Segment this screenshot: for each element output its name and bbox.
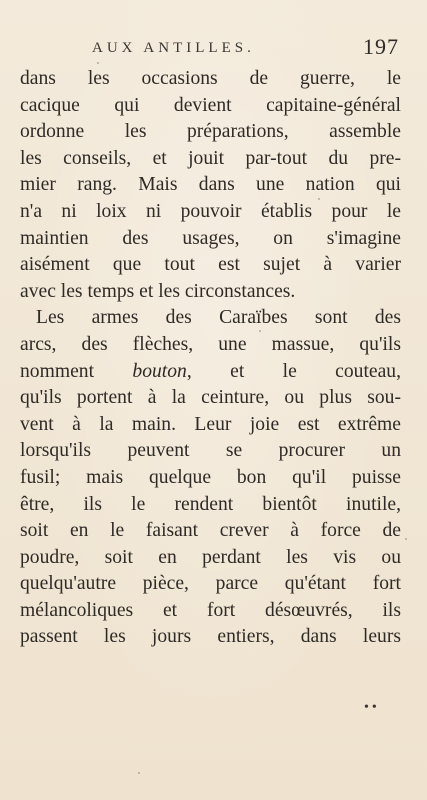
paragraph-1 — [20, 66, 401, 305]
paper-speck — [138, 772, 140, 774]
text-line: les conseils, et jouit par-tout du pre- — [20, 147, 401, 169]
text-line: ordonne les préparations, assemble — [20, 121, 401, 143]
paper-speck — [405, 538, 407, 540]
paper-speck — [97, 62, 99, 64]
body-text — [20, 66, 401, 651]
italic-word: bouton — [132, 360, 187, 382]
text-line — [20, 359, 401, 386]
text-fragment: nomment — [20, 360, 133, 382]
text-line: fusil; mais quelque bon qu'il puisse — [20, 466, 401, 488]
text-line: soit en le faisant crever à force de — [20, 520, 401, 542]
text-line: maintien des usages, on s'imagine — [20, 227, 401, 249]
paper-speck — [259, 330, 261, 332]
text-line: vent à la main. Leur joie est extrême — [20, 413, 401, 435]
text-line: être, ils le rendent bientôt inutile, — [20, 493, 401, 515]
text-line: avec les temps et les circonstances. — [20, 280, 296, 302]
text-line: arcs, des flèches, une massue, qu'ils — [20, 333, 401, 355]
text-line: lorsqu'ils peuvent se procurer un — [20, 440, 401, 462]
text-line: dans les occasions de guerre, le — [20, 68, 401, 89]
text-line: Les armes des Caraïbes sont des — [36, 307, 401, 329]
text-line: mier rang. Mais dans une nation qui — [20, 174, 401, 196]
text-line: quelqu'autre pièce, parce qu'étant fort — [20, 573, 401, 595]
page-number: 197 — [363, 34, 399, 59]
text-line: poudre, soit en perdant les vis ou — [20, 546, 401, 568]
text-line: aisément que tout est sujet à varier — [20, 254, 401, 276]
signature-mark: •• — [364, 700, 380, 715]
running-head: AUX ANTILLES. — [92, 40, 255, 56]
text-line: mélancoliques et fort désœuvrés, ils — [20, 599, 401, 621]
text-line: cacique qui devient capitaine-général — [20, 94, 401, 116]
page-header — [0, 34, 427, 62]
text-fragment: , et le couteau, — [186, 360, 401, 382]
paragraph-2 — [20, 305, 401, 651]
text-line: passent les jours entiers, dans leurs — [20, 626, 401, 648]
text-line: qu'ils portent à la ceinture, ou plus sou- — [20, 387, 401, 409]
paper-speck — [318, 198, 320, 200]
text-line: n'a ni loix ni pouvoir établis pour le — [20, 200, 401, 222]
